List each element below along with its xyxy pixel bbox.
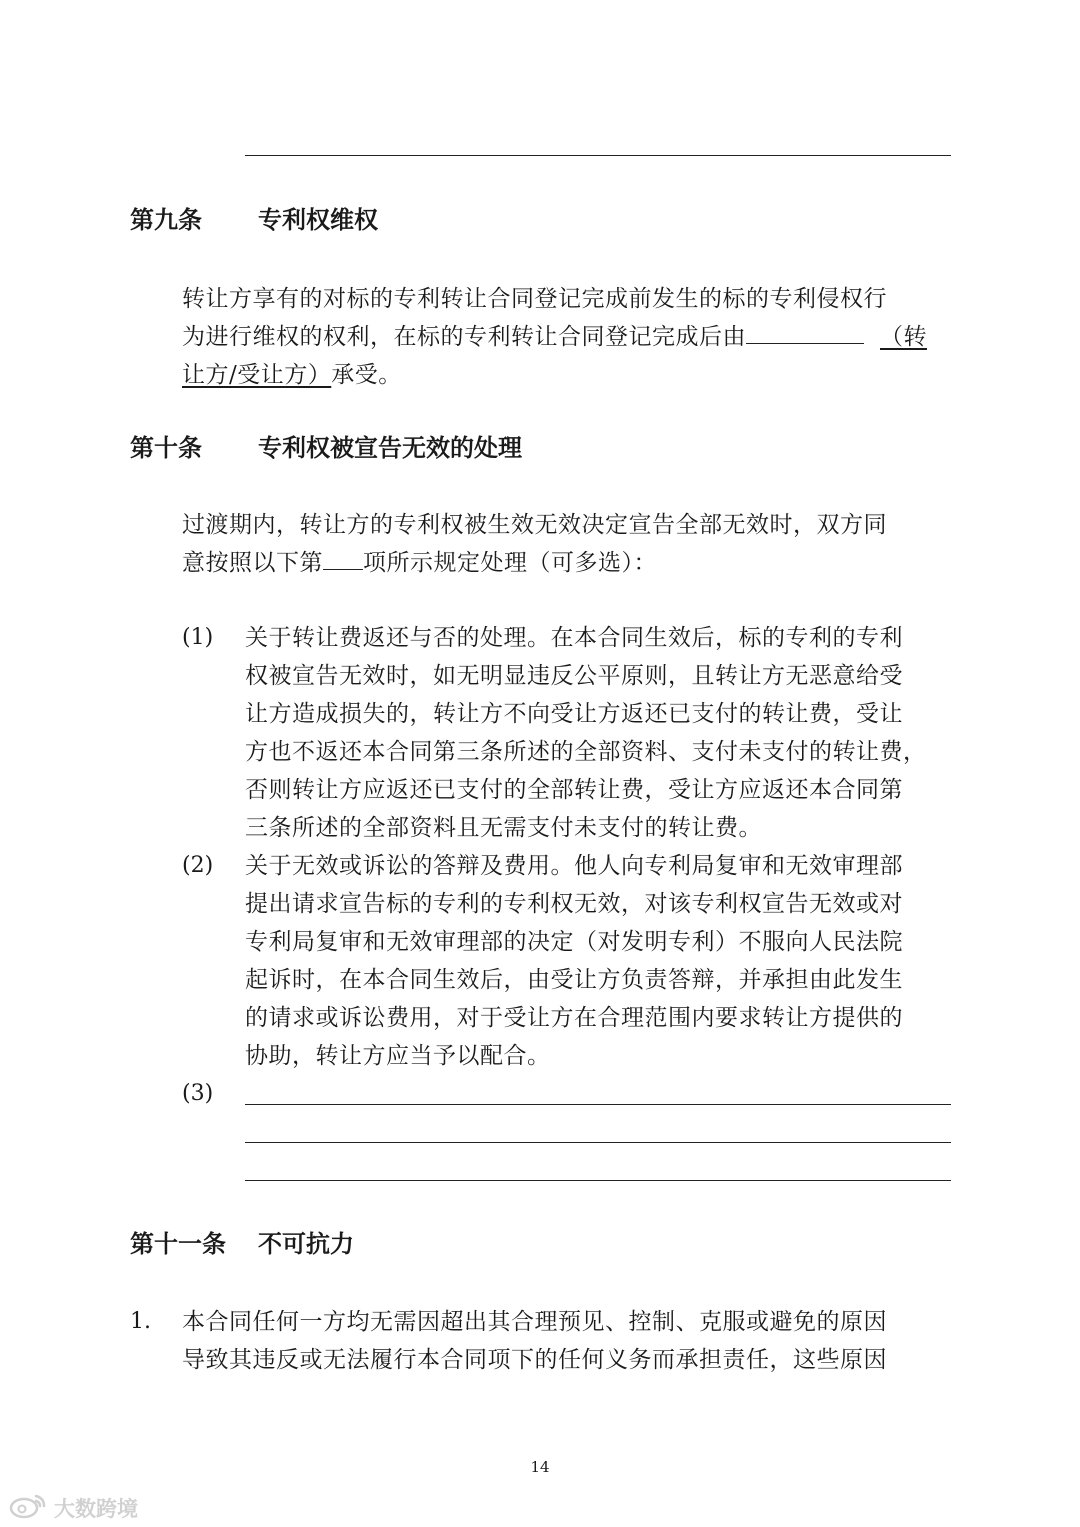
- article-10-intro: [182, 506, 952, 582]
- item-3-blank-line[interactable]: [245, 1142, 951, 1143]
- watermark: [8, 1490, 138, 1525]
- article-9-title: 专利权维权: [258, 205, 378, 234]
- article-11-item-1-body: [182, 1303, 952, 1379]
- item-2-body: [245, 847, 953, 1075]
- watermark-text: 大数跨境: [54, 1496, 138, 1521]
- article-10-intro-line: 过渡期内，转让方的专利权被生效无效决定宣告全部无效时，双方同: [182, 512, 887, 538]
- item-2-line: 的请求或诉讼费用，对于受让方在合理范围内要求转让方提供的: [245, 1005, 903, 1031]
- item-1-line: 关于转让费返还与否的处理。在本合同生效后，标的专利的专利: [245, 625, 903, 651]
- blank-party-field[interactable]: [746, 321, 864, 344]
- blank-item-choice-field[interactable]: [323, 547, 363, 570]
- item-1-line: 三条所述的全部资料且无需支付未支付的转让费。: [245, 815, 762, 841]
- article-10-number: 第十条: [130, 433, 202, 462]
- article-11-title: 不可抗力: [258, 1229, 354, 1258]
- item-2-line: 提出请求宣告标的专利的专利权无效，对该专利权宣告无效或对: [245, 891, 903, 917]
- article-10-title: 专利权被宣告无效的处理: [258, 433, 522, 462]
- item-2-line: 关于无效或诉讼的答辩及费用。他人向专利局复审和无效审理部: [245, 853, 903, 879]
- item-2-marker: (2): [182, 853, 214, 878]
- article-9-number: 第九条: [130, 205, 202, 234]
- item-1-line: 否则转让方应返还已支付的全部转让费，受让方应返还本合同第: [245, 777, 903, 803]
- item-1-line: 让方造成损失的，转让方不向受让方返还已支付的转让费，受让: [245, 701, 903, 727]
- article-10-intro-line: 意按照以下第 项所示规定处理（可多选）：: [182, 544, 952, 582]
- item-1-body: [245, 619, 953, 847]
- item-3-blank-line[interactable]: [245, 1104, 951, 1105]
- article-9-line: 让方/受让方）承受。: [182, 362, 402, 388]
- item-3-marker: (3): [182, 1081, 214, 1106]
- article-11-number: 第十一条: [130, 1229, 226, 1258]
- article-9-heading: [130, 205, 378, 235]
- top-fill-line: [245, 155, 951, 156]
- item-2-line: 协助，转让方应当予以配合。: [245, 1043, 551, 1069]
- weibo-logo-icon: [8, 1490, 48, 1525]
- article-10-heading: [130, 433, 522, 463]
- item-1-line: 权被宣告无效时，如无明显违反公平原则，且转让方无恶意给受: [245, 663, 903, 689]
- article-9-line: 为进行维权的权利，在标的专利转让合同登记完成后由 （转: [182, 318, 952, 356]
- article-9-body: [182, 280, 952, 394]
- item-1-line: 方也不返还本合同第三条所述的全部资料、支付未支付的转让费，: [245, 739, 927, 765]
- item-2-line: 起诉时，在本合同生效后，由受让方负责答辩，并承担由此发生: [245, 967, 903, 993]
- article-11-line: 导致其违反或无法履行本合同项下的任何义务而承担责任，这些原因: [182, 1347, 887, 1373]
- item-2-line: 专利局复审和无效审理部的决定（对发明专利）不服向人民法院: [245, 929, 903, 955]
- article-11-line: 本合同任何一方均无需因超出其合理预见、控制、克服或避免的原因: [182, 1309, 887, 1335]
- article-9-line: 转让方享有的对标的专利转让合同登记完成前发生的标的专利侵权行: [182, 286, 887, 312]
- page-number: 14: [530, 1458, 550, 1476]
- article-11-heading: [130, 1229, 354, 1259]
- article-11-item-1-marker: 1.: [130, 1309, 151, 1334]
- item-1-marker: (1): [182, 625, 214, 650]
- item-3-blank-line[interactable]: [245, 1180, 951, 1181]
